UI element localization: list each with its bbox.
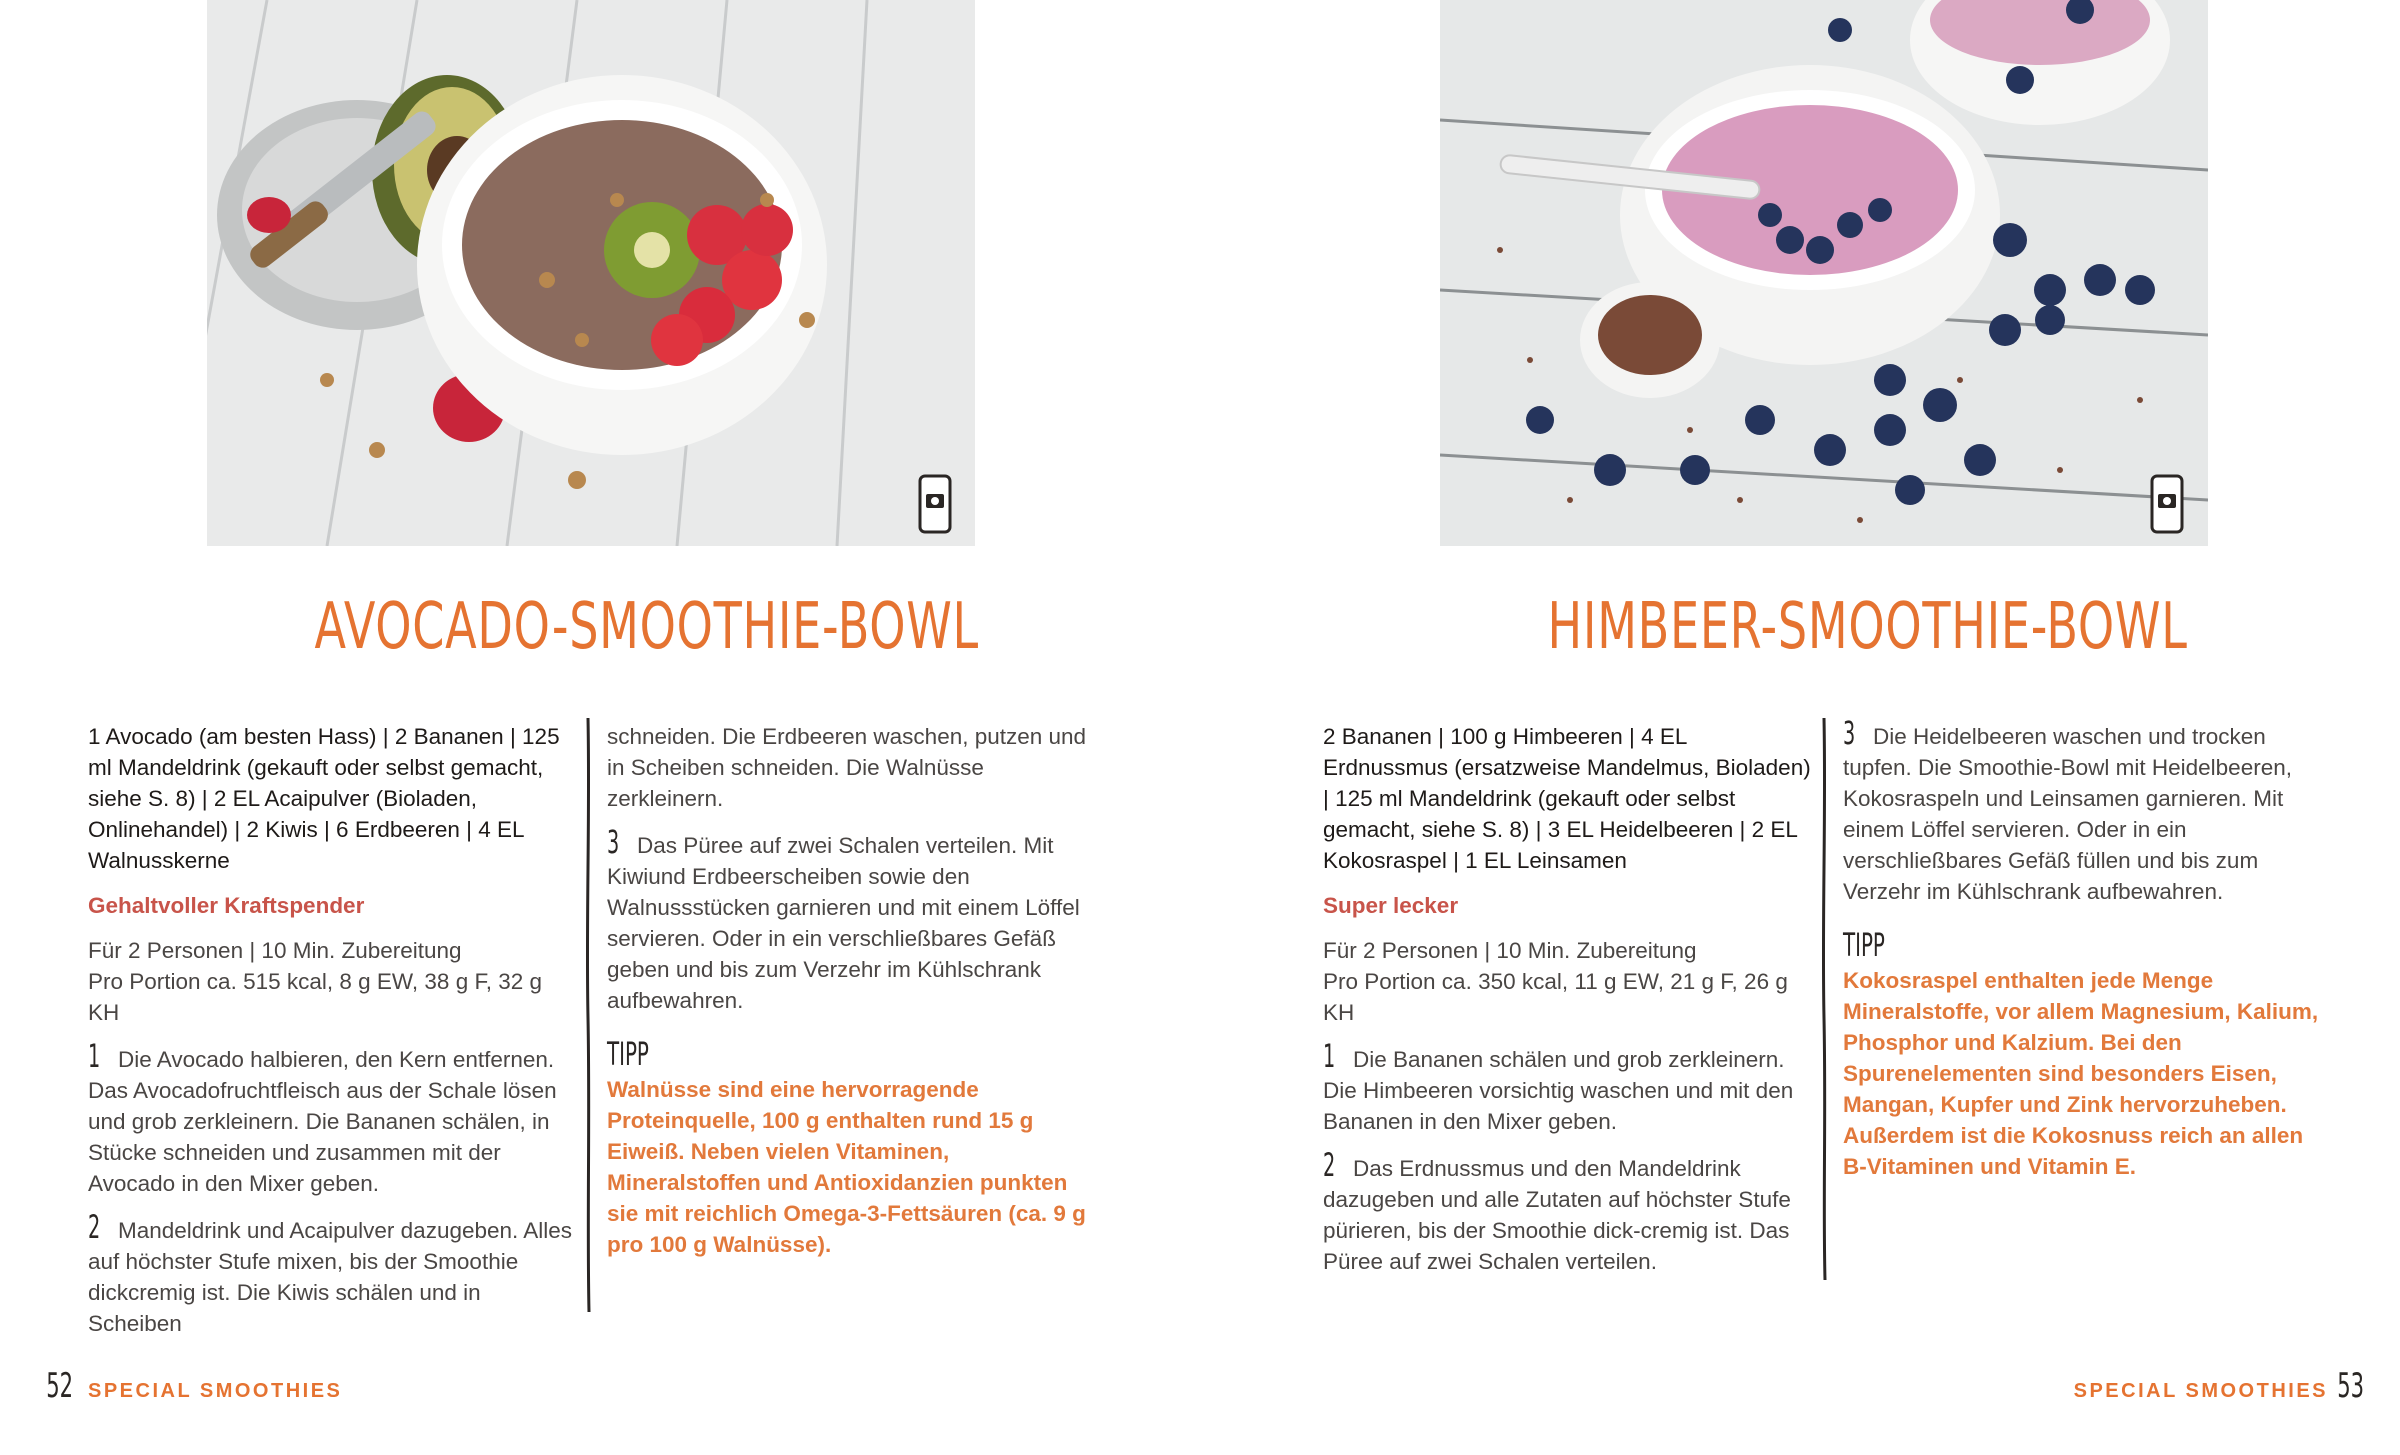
section-label-right: SPECIAL SMOOTHIES xyxy=(2073,1380,2328,1402)
phone-camera-icon-right[interactable] xyxy=(2150,474,2184,539)
tipp-text: Kokosraspel enthalten jede Menge Mineralstoffe, vor allem Magnesium, Kalium, Phosphor und Kalzium. Bei den Spurenelementen sind besonders Eisen, Mangan, Kupfer und Zink hervorzuheben. Außerdem ist die Kokosnuss reich an allen B-Vitaminen und Vitamin E. xyxy=(1843,968,2319,1179)
section-label-left: SPECIAL SMOOTHIES xyxy=(88,1380,343,1402)
step-number: 3 xyxy=(1843,714,1856,752)
recipe-subtitle: Gehaltvoller Kraftspender xyxy=(88,893,365,918)
recipe-title-left: AVOCADO-SMOOTHIE-BOWL xyxy=(314,590,979,664)
step-text: Das Püree auf zwei Schalen verteilen. Mit Kiwiund Erdbeerscheiben sowie den Walnussstücken garnieren und mit einem Löffel servieren. Oder in ein verschließbares Gefäß geben und bis zum Verzehr im Kühlschrank aufbewahren. xyxy=(607,833,1080,1013)
recipe-subtitle: Super lecker xyxy=(1323,893,1459,918)
ingredients-list: 2 Bananen | 100 g Himbeeren | 4 EL Erdnussmus (ersatzweise Mandelmus, Bioladen) | 125 ml Mandeldrink (gekauft oder selbst gemacht, siehe S. 8) | 3 EL Heidelbeeren | 2 EL Kokosraspel | 1 EL Leinsamen xyxy=(1323,724,1811,873)
step-number: 1 xyxy=(88,1037,101,1075)
step-1 xyxy=(1323,1037,1813,1137)
servings-info: Für 2 Personen | 10 Min. Zubereitung xyxy=(88,938,462,963)
step-number: 1 xyxy=(1323,1037,1336,1075)
right-column-2 xyxy=(1843,714,2333,1182)
tipp-text: Walnüsse sind eine hervorragende Proteinquelle, 100 g enthalten rund 15 g Eiweiß. Neben vielen Vitaminen, Mineralstoffen und Antioxidanzien punkten sie mit reichlich Omega-3-Fettsäuren (ca. 9 g pro 100 g Walnüsse). xyxy=(607,1077,1086,1257)
left-column-2 xyxy=(607,721,1097,1260)
tipp-heading: TIPP xyxy=(1843,926,1885,964)
column-divider xyxy=(584,718,592,1312)
step-2 xyxy=(88,1208,578,1339)
avocado-bowl-photo xyxy=(207,0,975,546)
nutrition-info: Pro Portion ca. 350 kcal, 11 g EW, 21 g F, 26 g KH xyxy=(1323,969,1788,1025)
page-number-right: 53 xyxy=(2336,1366,2364,1406)
step-number: 3 xyxy=(607,823,620,861)
step-2 xyxy=(1323,1146,1813,1277)
step-3 xyxy=(607,823,1097,1016)
ingredients-list: 1 Avocado (am besten Hass) | 2 Bananen | 125 ml Mandeldrink (gekauft oder selbst gemacht, siehe S. 8) | 2 EL Acaipulver (Bioladen, Onlinehandel) | 2 Kiwis | 6 Erdbeeren | 4 EL Walnusskerne xyxy=(88,724,560,873)
servings-info: Für 2 Personen | 10 Min. Zubereitung xyxy=(1323,938,1697,963)
page-number-left: 52 xyxy=(46,1366,74,1406)
right-column-1 xyxy=(1323,721,1813,1277)
step-1 xyxy=(88,1037,578,1199)
recipe-title-right: HIMBEER-SMOOTHIE-BOWL xyxy=(1547,590,2188,664)
himbeer-bowl-photo xyxy=(1440,0,2208,546)
tipp-heading: TIPP xyxy=(607,1035,649,1073)
left-column-1 xyxy=(88,721,578,1339)
step-text: Die Heidelbeeren waschen und trocken tupfen. Die Smoothie-Bowl mit Heidelbeeren, Kokosraspeln und Leinsamen garnieren. Mit einem Löffel servieren. Oder in ein verschließbares Gefäß füllen und bis zum Verzehr im Kühlschrank aufbewahren. xyxy=(1843,724,2292,904)
step-text: Mandeldrink und Acaipulver dazugeben. Alles auf höchster Stufe mixen, bis der Smoothie dickcremig ist. Die Kiwis schälen und in Scheiben xyxy=(88,1218,573,1336)
step-3 xyxy=(1843,714,2333,907)
step-text: Das Erdnussmus und den Mandeldrink dazugeben und alle Zutaten auf höchster Stufe pürieren, bis der Smoothie dick-cremig ist. Das Püree auf zwei Schalen verteilen. xyxy=(1323,1156,1791,1274)
step-2-continued: schneiden. Die Erdbeeren waschen, putzen und in Scheiben schneiden. Die Walnüsse zerkleinern. xyxy=(607,724,1087,811)
column-divider-right xyxy=(1820,718,1828,1280)
nutrition-info: Pro Portion ca. 515 kcal, 8 g EW, 38 g F, 32 g KH xyxy=(88,969,542,1025)
step-number: 2 xyxy=(1323,1146,1336,1184)
phone-camera-icon[interactable] xyxy=(918,474,952,539)
step-number: 2 xyxy=(88,1208,101,1246)
step-text: Die Bananen schälen und grob zerkleinern. Die Himbeeren vorsichtig waschen und mit den Bananen in den Mixer geben. xyxy=(1323,1047,1794,1134)
step-text: Die Avocado halbieren, den Kern entfernen. Das Avocadofruchtfleisch aus der Schale lösen und grob zerkleinern. Die Bananen schälen, in Stücke schneiden und zusammen mit der Avocado in den Mixer geben. xyxy=(88,1047,557,1196)
